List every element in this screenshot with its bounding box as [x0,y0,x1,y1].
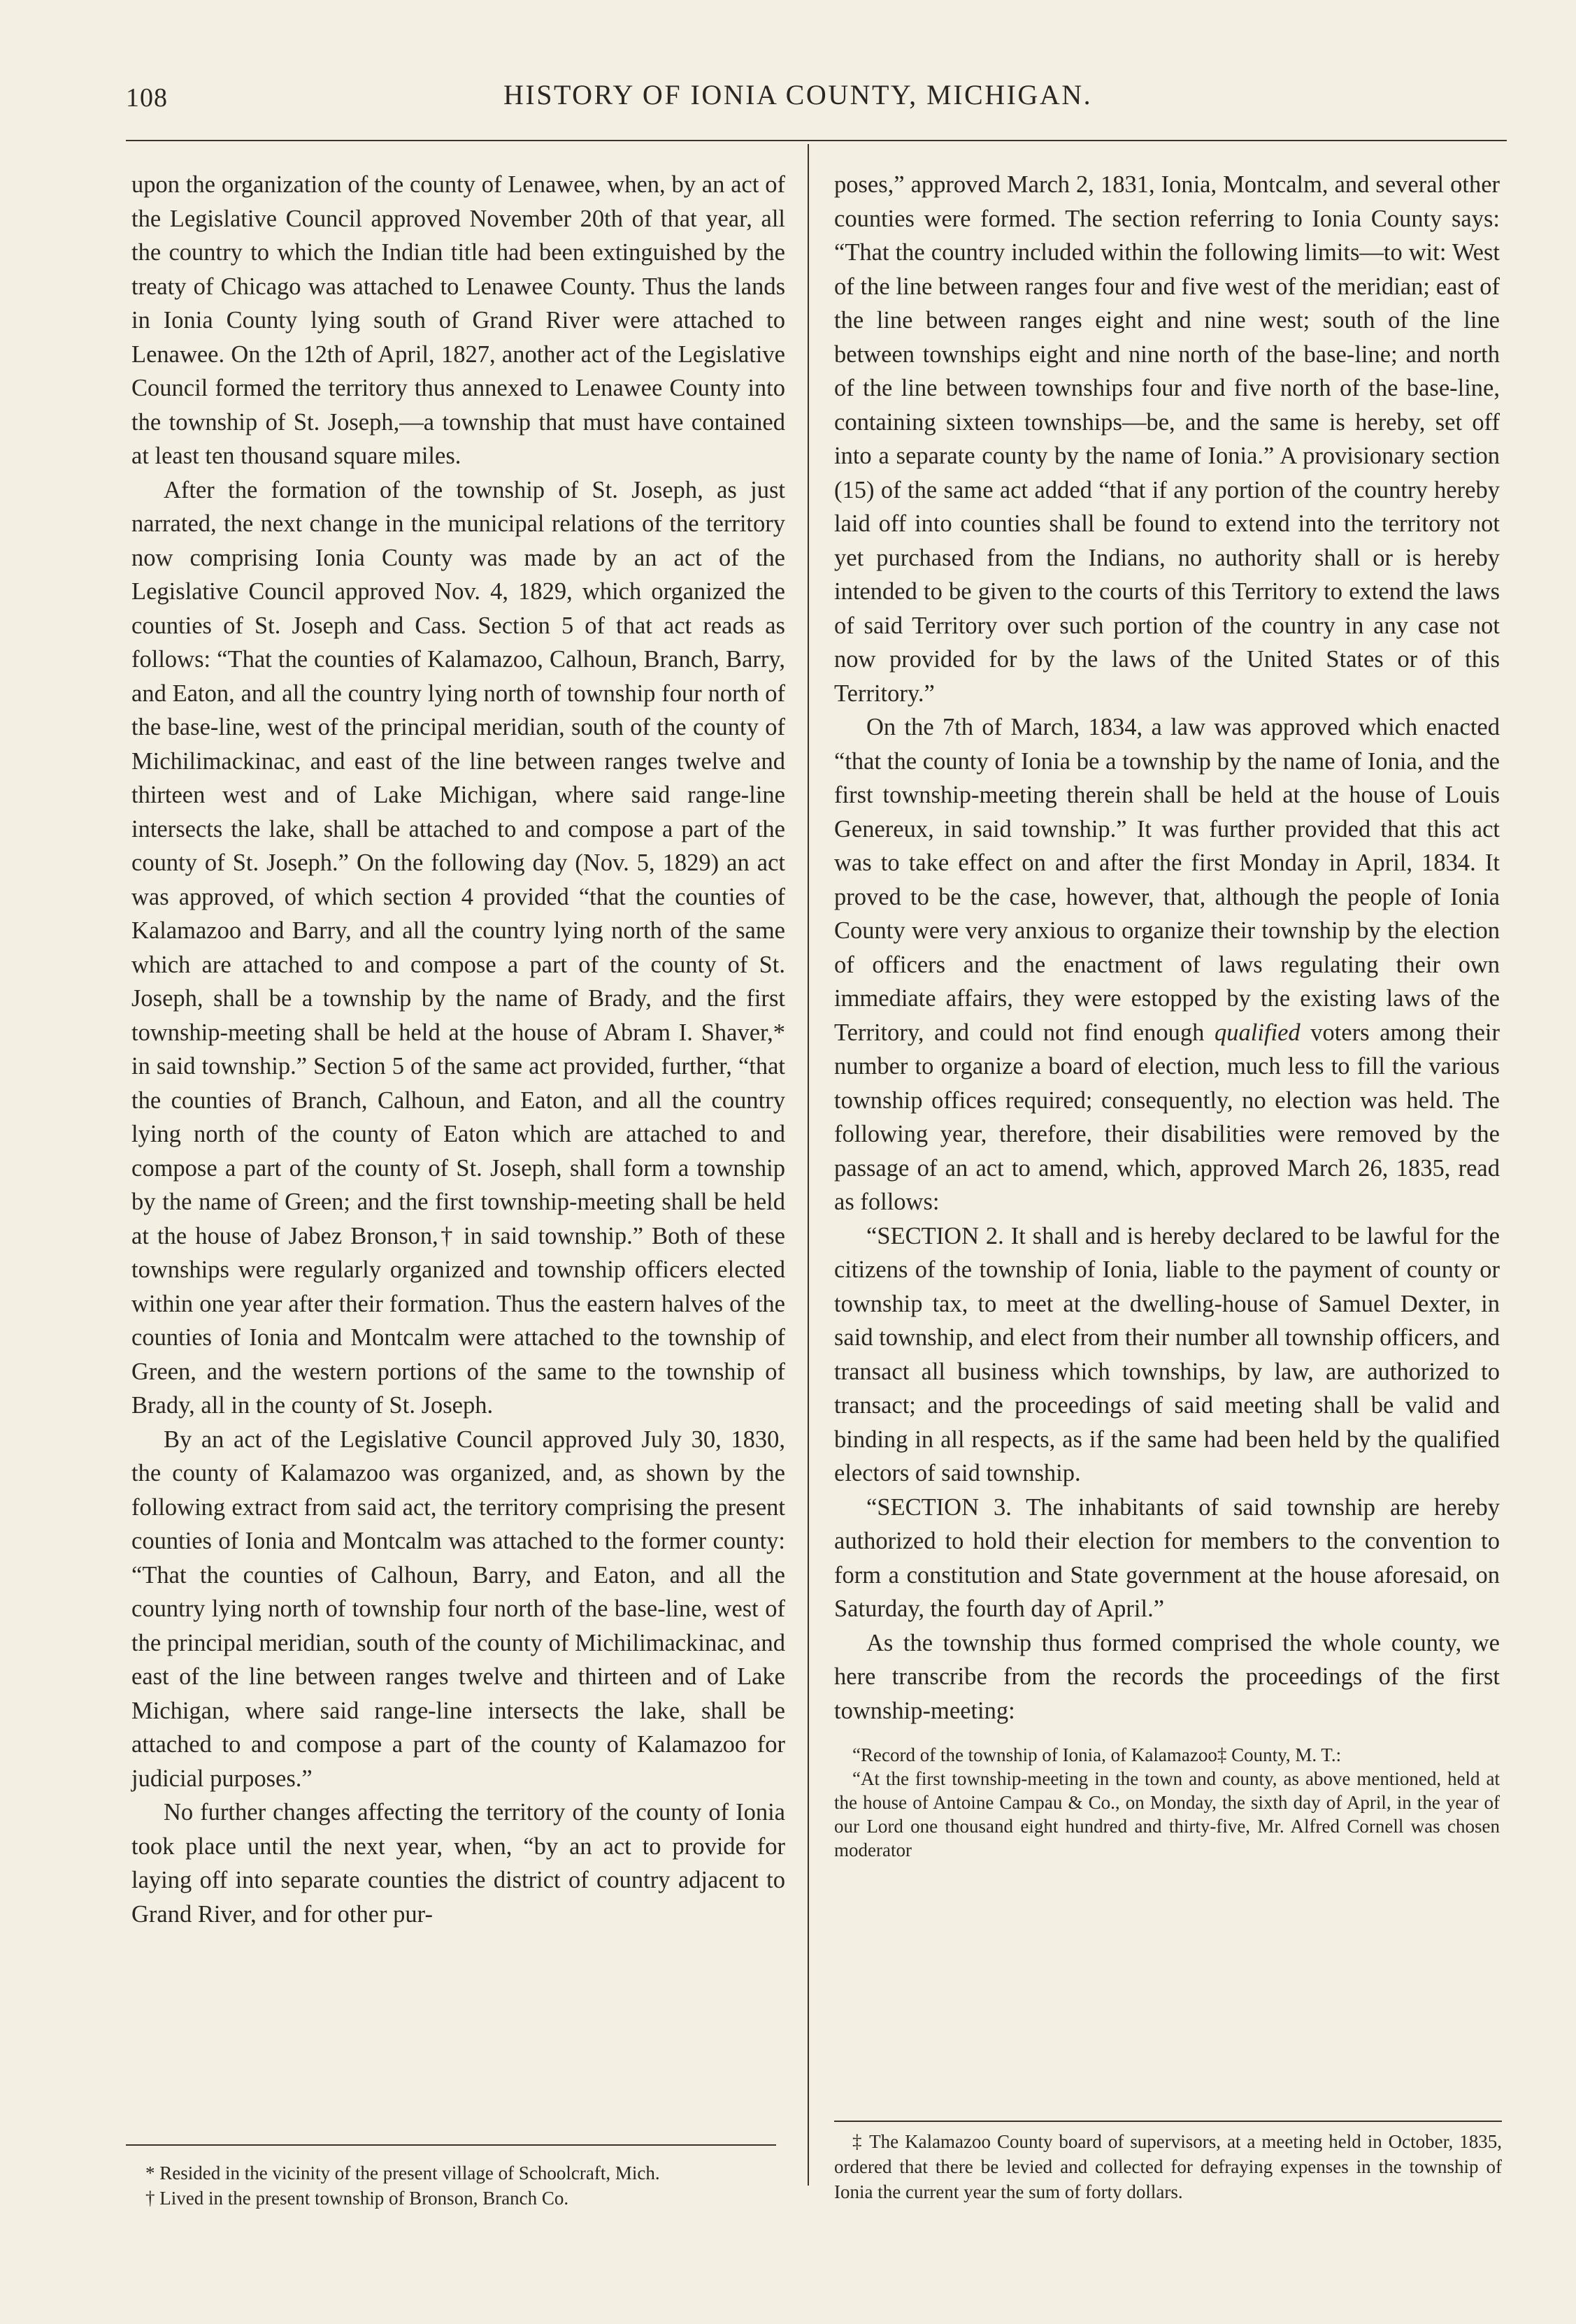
left-paragraph-2: After the formation of the township of St. Joseph, as just narrated, the next change in the municipal relations of the territory now comprising Ionia County was made by an act of the Legislative Council approved Nov. 4, 1829, which organized the counties of St. Joseph and Cass. Section 5 of that act reads as follows: “That the counties of Kalamazoo, Calhoun, Branch, Barry, and Eaton, and all the country lying north of township four north of the base-line, west of the principal meridian, south of the county of Michilimackinac, and east of the line between ranges twelve and thirteen west and of Lake Michigan, where said range-line intersects the lake, shall be attached to and compose a part of the county of St. Joseph.” On the following day (Nov. 5, 1829) an act was approved, of which section 4 provided “that the counties of Kalamazoo and Barry, and all the country lying north of the same which are attached to and compose a part of the county of St. Joseph, shall be a township by the name of Brady, and the first township-meeting shall be held at the house of Abram I. Shaver,* in said township.” Section 5 of the same act provided, further, “that the counties of Branch, Calhoun, and Eaton, and all the country lying north of the county of Eaton which are attached to and compose a part of the county of St. Joseph, shall form a township by the name of Green; and the first township-meeting shall be held at the house of Jabez Bronson,† in said township.” Both of these townships were regularly organized and township officers elected within one year after their formation. Thus the eastern halves of the counties of Ionia and Montcalm were attached to the township of Green, and the western portions of the same to the township of Brady, all in the county of St. Joseph. [131,476,785,1419]
footnotes-left [145,2160,789,2211]
footnotes-right [834,2129,1502,2204]
left-paragraph-1: upon the organization of the county of Lenawee, when, by an act of the Legislative Council approved November 20th of that year, all the country to which the Indian title had been extinguished by the treaty of Chicago was attached to Lenawee County. Thus the lands in Ionia County lying south of Grand River were attached to Lenawee. On the 12th of April, 1827, another act of the Legislative Council formed the territory thus annexed to Lenawee County into the township of St. Joseph,—a township that must have contained at least ten thousand square miles. [131,171,785,469]
record-quote-line-1: “Record of the township of Ionia, of Kalamazoo‡ County, M. T.: [852,1744,1342,1765]
right-paragraph-2 [834,710,1500,1219]
right-paragraph-1: poses,” approved March 2, 1831, Ionia, Montcalm, and several other counties were formed. The section referring to Ionia County says: “That the country included within the following limits—to wit: West of the line between ranges four and five west of the meridian; east of the line between ranges eight and nine west; south of the line between townships eight and nine north of the base-line; and north of the line between townships four and five north of the base-line, containing sixteen townships—be, and the same is hereby, set off into a separate county by the name of Ionia.” A provisionary section (15) of the same act added “that if any portion of the country hereby laid off into counties shall be found to extend into the territory not yet purchased from the Indians, no authority shall or is hereby intended to be given to the courts of this Territory to extend the laws of said Territory over such portion of the country in any case not now provided for by the laws of the United States or of this Territory.” [834,171,1500,707]
section-3-quote: “SECTION 3. The inhabitants of said township are hereby authorized to hold their election for members to the convention to form a constitution and State government at the house aforesaid, on Saturday, the fourth day of April.” [834,1493,1500,1622]
page-number: 108 [126,83,168,113]
right-paragraph-5: As the township thus formed comprised the whole county, we here transcribe from the records the proceedings of the first township-meeting: [834,1629,1500,1724]
right-paragraph-2-part-a: On the 7th of March, 1834, a law was approved which enacted “that the county of Ionia be a township by the name of Ionia, and the first township-meeting therein shall be held at the house of Louis Genereux, in said township.” It was further provided that this act was to take effect on and after the first Monday in April, 1834. It proved to be the case, however, that, although the people of Ionia County were very anxious to organize their township by the election of officers and the enactment of laws regulating their own immediate affairs, they were estopped by the existing laws of the Territory, and could not find enough [834,714,1500,1046]
left-paragraph-3: By an act of the Legislative Council approved July 30, 1830, the county of Kalamazoo was organized, and, as shown by the following extract from said act, the territory comprising the present counties of Ionia and Montcalm was attached to the former county: “That the counties of Calhoun, Barry, and Eaton, and all the country lying north of township four north of the base-line, west of the principal meridian, south of the county of Michilimackinac, and east of the line between ranges twelve and thirteen and of Lake Michigan, where said range-line intersects the lake, shall be attached to and compose a part of the county of Kalamazoo for judicial purposes.” [131,1426,785,1792]
header-rule [126,140,1507,141]
footnote-double-dagger: ‡ The Kalamazoo County board of supervisors, at a meeting held in October, 1835, ordered that there be levied and collected for defraying expenses in the township of Ionia the current year the sum of forty dollars. [834,2131,1502,2202]
left-paragraph-4: No further changes affecting the territory of the county of Ionia took place until the next year, when, “by an act to provide for laying off into separate counties the district of country adjacent to Grand River, and for other pur- [131,1799,785,1928]
footnote-dagger: † Lived in the present township of Bronson, Branch Co. [145,2188,569,2209]
footnote-rule-right [834,2121,1502,2122]
right-column [834,168,1500,1862]
left-column [131,168,785,1931]
footnote-asterisk: * Resided in the vicinity of the present village of Schoolcraft, Mich. [145,2162,660,2183]
record-quote [834,1743,1500,1862]
footnote-rule-left [126,2144,776,2146]
column-divider [808,144,809,2186]
record-quote-line-2: “At the first township-meeting in the town and county, as above mentioned, held at the house of Antoine Campau & Co., on Monday, the sixth day of April, in the year of our Lord one thousand eight hundred and thirty-five, Mr. Alfred Cornell was chosen moderator [834,1768,1500,1860]
section-2-quote: “SECTION 2. It shall and is hereby declared to be lawful for the citizens of the township of Ionia, liable to the payment of county or township tax, to meet at the dwelling-house of Samuel Dexter, in said township, and elect from their number all township officers, and transact all business which townships, by law, are authorized to transact; and the proceedings of said meeting shall be valid and binding in all respects, as if the same had been held by the qualified electors of said township. [834,1222,1500,1486]
running-title: HISTORY OF IONIA COUNTY, MICHIGAN. [503,79,1093,110]
right-paragraph-2-part-b: voters among their number to organize a board of election, much less to fill the various township offices required; consequently, no election was held. The following year, therefore, their disabilities were removed by the passage of an act to amend, which, approved March 26, 1835, read as follows: [834,1019,1500,1215]
italic-qualified: qualified [1215,1019,1301,1046]
